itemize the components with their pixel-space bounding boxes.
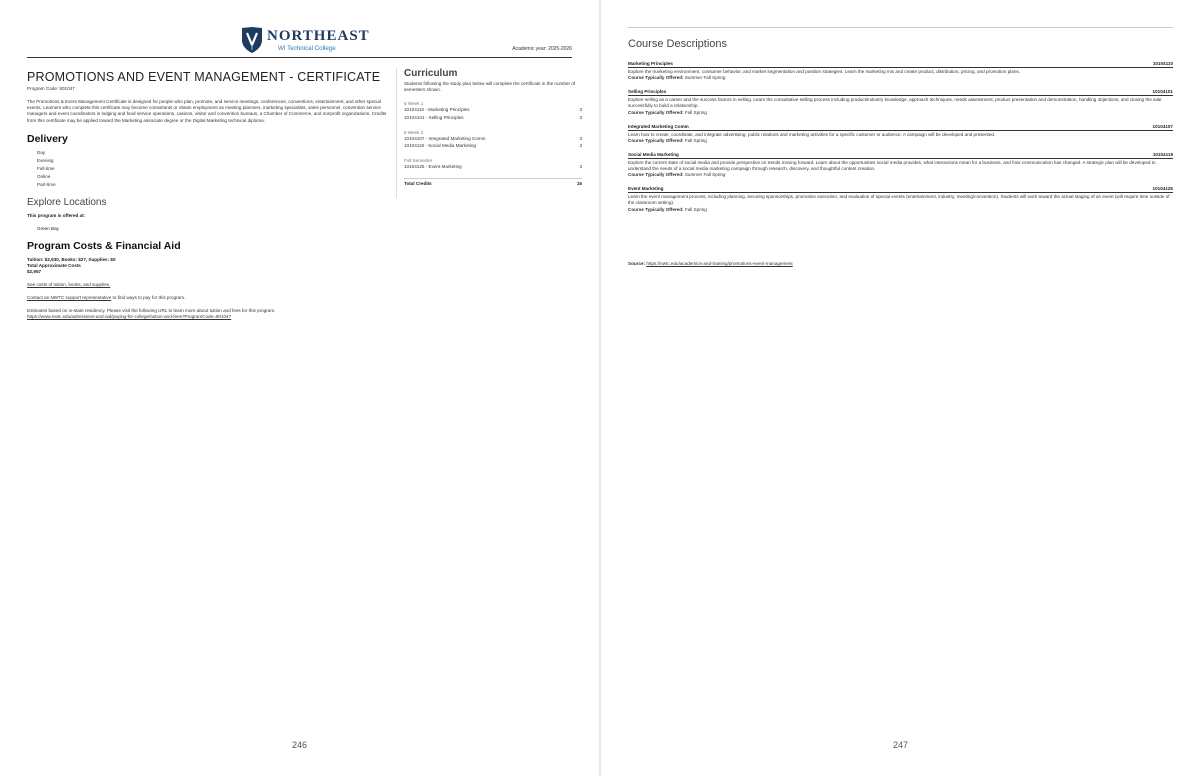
location-item: Green Bay bbox=[37, 226, 59, 232]
offered-label: Course Typically Offered: bbox=[628, 75, 684, 81]
curriculum-course-row bbox=[404, 142, 582, 150]
course-title: Event Marketing bbox=[628, 186, 664, 192]
offered-terms: Fall Spring bbox=[684, 109, 707, 115]
course-header bbox=[628, 186, 1173, 193]
right-page bbox=[601, 0, 1200, 776]
contact-row bbox=[27, 295, 387, 301]
program-description: The Promotions & Event Management Certificate is designed for people who plan, promote, and service meetings, conferences, conventions, entertainment, and other special events. Learners who complete this certificate may become consultants or obtain employment as meeting planners, marketing specialists, sales personnel, convention service managers and event coordinators in lodging and food service operations, casinos, visitor and convention bureaus, a Chamber of Commerce, and nonprofit organizations. Credits from this certificate may be applied toward the Marketing associate degree or the Digital Marketing technical diploma. bbox=[27, 98, 387, 123]
page-number: 246 bbox=[291, 740, 308, 750]
course-credits: 3 bbox=[579, 115, 582, 120]
curriculum-course-row bbox=[404, 114, 582, 122]
source-line bbox=[628, 261, 793, 266]
course-header bbox=[628, 152, 1173, 159]
delivery-item: Day bbox=[37, 150, 46, 156]
course-code: 10104101 bbox=[1152, 89, 1173, 95]
offered-terms: Fall Spring bbox=[684, 206, 707, 212]
term-label: Full Semester bbox=[404, 157, 433, 163]
delivery-item: Evening bbox=[37, 158, 54, 164]
program-code: Program Code: 901047 bbox=[27, 85, 75, 91]
course-title: Selling Principles bbox=[628, 89, 667, 95]
curriculum-course-row bbox=[404, 163, 582, 171]
course-title: Integrated Marketing Comm bbox=[628, 123, 689, 129]
course-description-list bbox=[628, 61, 1173, 221]
offered-label: Course Typically Offered: bbox=[628, 109, 684, 115]
offered-terms: Summer Fall Spring bbox=[684, 75, 726, 81]
logo-name: NORTHEAST bbox=[267, 28, 370, 44]
course-code: 10104107 bbox=[1152, 123, 1173, 129]
course-credits: 3 bbox=[579, 163, 582, 169]
course-desc: Explore selling as a career and the success factors in selling. Learn the consultative selling process including product/industry knowledge, approach techniques, needs assessment, product presentation and demonstration, handling objections, and closing the sale successfully to build a relationship. bbox=[628, 97, 1162, 109]
total-costs-value: $2,957 bbox=[27, 269, 42, 275]
course-code: 10104119 bbox=[1152, 151, 1173, 157]
contact-support-link[interactable]: Contact an NWTC support representative bbox=[27, 295, 112, 301]
estimates-text: Estimates based on in-state residency. Please visit the following URL to learn more about tuition and fees for this program. bbox=[27, 308, 276, 314]
course-title: Marketing Principles bbox=[628, 61, 673, 66]
offered-terms: Summer Fall Spring bbox=[684, 172, 726, 178]
course-header bbox=[628, 124, 1173, 131]
total-costs-label: Total Approximate Costs bbox=[27, 263, 81, 269]
course-name: 10104101 - Selling Principles bbox=[404, 115, 464, 120]
program-title: PROMOTIONS AND EVENT MANAGEMENT - CERTIFICATE bbox=[27, 70, 381, 84]
delivery-item: Full-time bbox=[37, 166, 55, 172]
locations-intro: This program is offered at: bbox=[27, 213, 86, 219]
contact-rest-text: to find ways to pay for this program. bbox=[111, 295, 186, 301]
costs-breakdown bbox=[27, 257, 387, 275]
course-desc: Explore the marketing environment, consumer behavior, and market segmentation and position strategies. Learn the marketing mix and create product, distribution, pricing, and promotion plans. bbox=[628, 69, 1020, 74]
course-description-item bbox=[628, 186, 1173, 211]
top-divider bbox=[628, 27, 1173, 28]
academic-year: Academic year: 2025-2026 bbox=[512, 46, 572, 52]
course-description-item bbox=[628, 152, 1173, 177]
costs-heading: Program Costs & Financial Aid bbox=[27, 240, 181, 253]
total-credits-value: 15 bbox=[576, 181, 582, 187]
course-credits: 3 bbox=[579, 107, 582, 113]
left-page bbox=[0, 0, 599, 776]
delivery-item: Online bbox=[37, 174, 51, 180]
curriculum-heading: Curriculum bbox=[404, 68, 458, 79]
source-label: Source: bbox=[628, 261, 646, 266]
course-name: 10104107 - Integrated Marketing Comm bbox=[404, 135, 486, 141]
delivery-item: Part-time bbox=[37, 182, 56, 188]
offered-label: Course Typically Offered: bbox=[628, 172, 684, 178]
course-name: 10104110 - Marketing Principles bbox=[404, 107, 470, 113]
offered-label: Course Typically Offered: bbox=[628, 137, 684, 143]
course-code: 10104125 bbox=[1152, 186, 1173, 192]
course-desc: Learn the event management process, including planning, securing sponsorships, promotion execution, and evaluation of special events (entertainment, industry, meeting/convention). Students will work toward the actual staging of an event (will require time outside of the classroom setting). bbox=[628, 194, 1170, 206]
curriculum-panel bbox=[396, 68, 582, 198]
course-code: 10104110 bbox=[1152, 61, 1173, 66]
total-credits-label: Total Credits bbox=[404, 181, 432, 187]
course-offered bbox=[628, 138, 1173, 143]
delivery-list bbox=[37, 149, 387, 189]
course-desc: Explore the current state of social media and provide perspective on trends moving forward. Learn about the opportunities social media provides, what interactions mean for a business, and how communication has changed. A strategic plan will be developed to understand the needs of a social media marketing campaign through research, discovery, and thoughtful content creation. bbox=[628, 159, 1156, 172]
page-number: 247 bbox=[892, 740, 909, 750]
course-offered bbox=[628, 110, 1173, 115]
estimates-block bbox=[27, 308, 387, 320]
curriculum-intro: Students following the study plan below will complete the certificate in the number of semesters shown. bbox=[404, 81, 576, 93]
college-logo bbox=[241, 26, 370, 56]
term-label: 8 Week 1 bbox=[404, 101, 424, 107]
course-description-item bbox=[628, 61, 1173, 80]
offered-terms: Fall Spring bbox=[684, 137, 707, 143]
course-description-item bbox=[628, 89, 1173, 114]
course-description-item bbox=[628, 124, 1173, 143]
course-name: 10104119 - Social Media Marketing bbox=[404, 143, 476, 149]
total-credits-row bbox=[404, 178, 582, 186]
curriculum-course-row bbox=[404, 135, 582, 143]
course-credits: 3 bbox=[579, 135, 582, 141]
term-label: 8 Week 2 bbox=[404, 129, 424, 135]
program-overview bbox=[27, 70, 387, 320]
course-offered bbox=[628, 75, 1173, 80]
curriculum-course-row bbox=[404, 106, 582, 114]
tuition-books-supplies: Tuition: $2,930, Books: $27, Supplies: $0 bbox=[27, 257, 116, 263]
source-url-link[interactable]: https://nwtc.edu/academics-and-training/promotions-event-management bbox=[646, 261, 793, 266]
course-title: Social Media Marketing bbox=[628, 151, 679, 157]
course-credits: 3 bbox=[579, 143, 582, 149]
offered-label: Course Typically Offered: bbox=[628, 206, 684, 212]
see-costs-row bbox=[27, 282, 387, 288]
course-header bbox=[628, 89, 1173, 96]
course-header bbox=[628, 61, 1173, 68]
header-divider bbox=[27, 57, 572, 58]
course-offered bbox=[628, 207, 1173, 212]
see-costs-link[interactable]: See costs of tuition, books, and supplies. bbox=[27, 282, 111, 288]
course-name: 10104125 - Event Marketing bbox=[404, 163, 462, 169]
course-desc: Learn how to create, coordinate, and integrate advertising, public relations and marketing activities for a specific customer or audience. A campaign will be developed and presented. bbox=[628, 131, 996, 137]
shield-logo-icon bbox=[241, 26, 263, 54]
course-descriptions-heading: Course Descriptions bbox=[628, 38, 728, 50]
course-offered bbox=[628, 172, 1173, 177]
logo-subtitle: WI Technical College bbox=[278, 45, 336, 52]
delivery-heading: Delivery bbox=[27, 133, 68, 146]
locations-heading: Explore Locations bbox=[27, 197, 107, 209]
tuition-url-link[interactable]: https://www.nwtc.edu/admissions-and-aid/paying-for-college/tuition-and-fees?ProgramCode=901047 bbox=[27, 314, 232, 320]
